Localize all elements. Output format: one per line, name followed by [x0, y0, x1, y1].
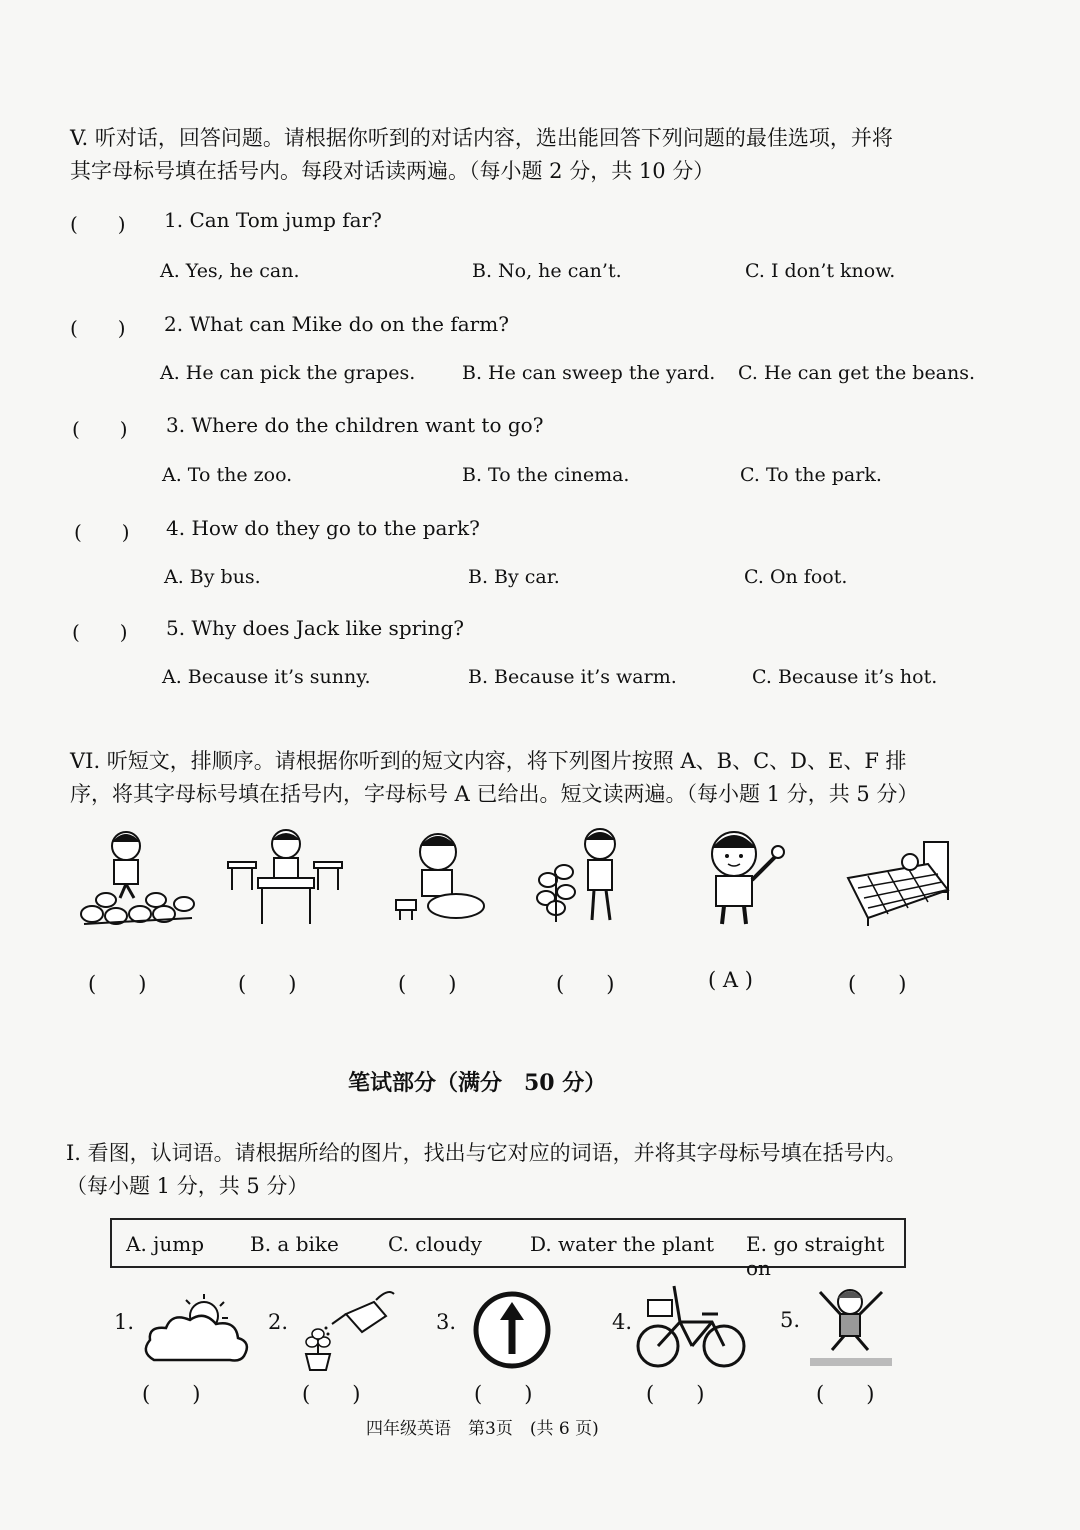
answer-paren[interactable]: ( )	[74, 520, 130, 544]
item-number: 3.	[436, 1310, 457, 1334]
picture-answer-paren[interactable]: ( )	[88, 972, 147, 996]
item-number: 1.	[114, 1310, 135, 1334]
watering-can-icon	[296, 1284, 396, 1372]
option-a: A. To the zoo.	[162, 464, 293, 486]
question-text: 4. How do they go to the park?	[166, 516, 480, 540]
boy-washing-picture	[394, 828, 486, 924]
item-answer-paren[interactable]: ( )	[646, 1382, 705, 1406]
question-text: 1. Can Tom jump far?	[164, 208, 382, 232]
option-c: C. To the park.	[740, 464, 882, 486]
picture-answer-paren[interactable]: ( )	[556, 972, 615, 996]
option-b: B. No, he can’t.	[472, 260, 622, 282]
section-vi-heading-line1: VI. 听短文，排顺序。请根据你听到的短文内容，将下列图片按照 A、B、C、D、E、F 排	[70, 749, 907, 773]
boy-picking-vegetables-picture	[80, 826, 196, 930]
option-b: B. By car.	[468, 566, 560, 588]
option-a: A. He can pick the grapes.	[160, 362, 416, 384]
word-option: B. a bike	[250, 1232, 339, 1256]
option-a: A. By bus.	[164, 566, 261, 588]
boy-in-bed-picture	[844, 838, 952, 928]
word-option: A. jump	[126, 1232, 205, 1256]
picture-answer-paren[interactable]: ( )	[398, 972, 457, 996]
boy-waving-picture	[696, 826, 792, 930]
arrow-up-icon	[472, 1290, 552, 1370]
boy-watering-plant-picture	[534, 824, 634, 924]
section-i-heading-line2: （每小题 1 分，共 5 分）	[66, 1174, 309, 1198]
option-b: B. He can sweep the yard.	[462, 362, 716, 384]
item-number: 4.	[612, 1310, 633, 1334]
option-c: C. On foot.	[744, 566, 848, 588]
word-option: C. cloudy	[388, 1232, 482, 1256]
item-answer-paren[interactable]: ( )	[142, 1382, 201, 1406]
question-text: 3. Where do the children want to go?	[166, 413, 544, 437]
page-footer: 四年级英语 第3页 (共 6 页)	[366, 1419, 599, 1439]
section-v-heading	[70, 122, 950, 188]
option-b: B. Because it’s warm.	[468, 666, 677, 688]
picture-answer-paren[interactable]: ( )	[238, 972, 297, 996]
picture-answer-paren[interactable]: ( )	[848, 972, 907, 996]
answer-paren[interactable]: ( )	[70, 316, 126, 340]
cloud-sun-icon	[140, 1290, 252, 1366]
answer-paren[interactable]: ( )	[72, 620, 128, 644]
item-answer-paren[interactable]: ( )	[302, 1382, 361, 1406]
option-a: A. Yes, he can.	[160, 260, 300, 282]
option-c: C. He can get the beans.	[738, 362, 976, 384]
option-b: B. To the cinema.	[462, 464, 630, 486]
word-bank-box	[110, 1218, 906, 1280]
section-v-heading-line1: V. 听对话，回答问题。请根据你听到的对话内容，选出能回答下列问题的最佳选项，并将	[70, 126, 893, 150]
section-i-heading	[66, 1137, 946, 1203]
answer-paren[interactable]: ( )	[72, 417, 128, 441]
option-a: A. Because it’s sunny.	[162, 666, 371, 688]
question-text: 2. What can Mike do on the farm?	[164, 312, 509, 336]
written-part-title: 笔试部分（满分 50 分）	[348, 1070, 607, 1096]
boy-at-desk-picture	[226, 826, 344, 926]
section-vi-heading	[70, 745, 950, 811]
word-option: E. go straight on	[746, 1232, 885, 1280]
option-c: C. I don’t know.	[745, 260, 896, 282]
option-c: C. Because it’s hot.	[752, 666, 938, 688]
section-i-heading-line1: I. 看图，认词语。请根据所给的图片，找出与它对应的词语，并将其字母标号填在括号内。	[66, 1141, 907, 1165]
item-answer-paren[interactable]: ( )	[816, 1382, 875, 1406]
item-number: 2.	[268, 1310, 289, 1334]
bicycle-icon	[636, 1282, 748, 1370]
picture-answer-paren[interactable]: ( A )	[708, 968, 753, 992]
item-answer-paren[interactable]: ( )	[474, 1382, 533, 1406]
item-number: 5.	[780, 1308, 801, 1332]
jumping-girl-icon	[806, 1284, 896, 1372]
word-option: D. water the plant	[530, 1232, 715, 1256]
question-text: 5. Why does Jack like spring?	[166, 616, 464, 640]
section-v-heading-line2: 其字母标号填在括号内。每段对话读两遍。（每小题 2 分，共 10 分）	[70, 159, 715, 183]
answer-paren[interactable]: ( )	[70, 212, 126, 236]
section-vi-heading-line2: 序，将其字母标号填在括号内，字母标号 A 已给出。短文读两遍。（每小题 1 分，共 5 分）	[70, 782, 919, 806]
